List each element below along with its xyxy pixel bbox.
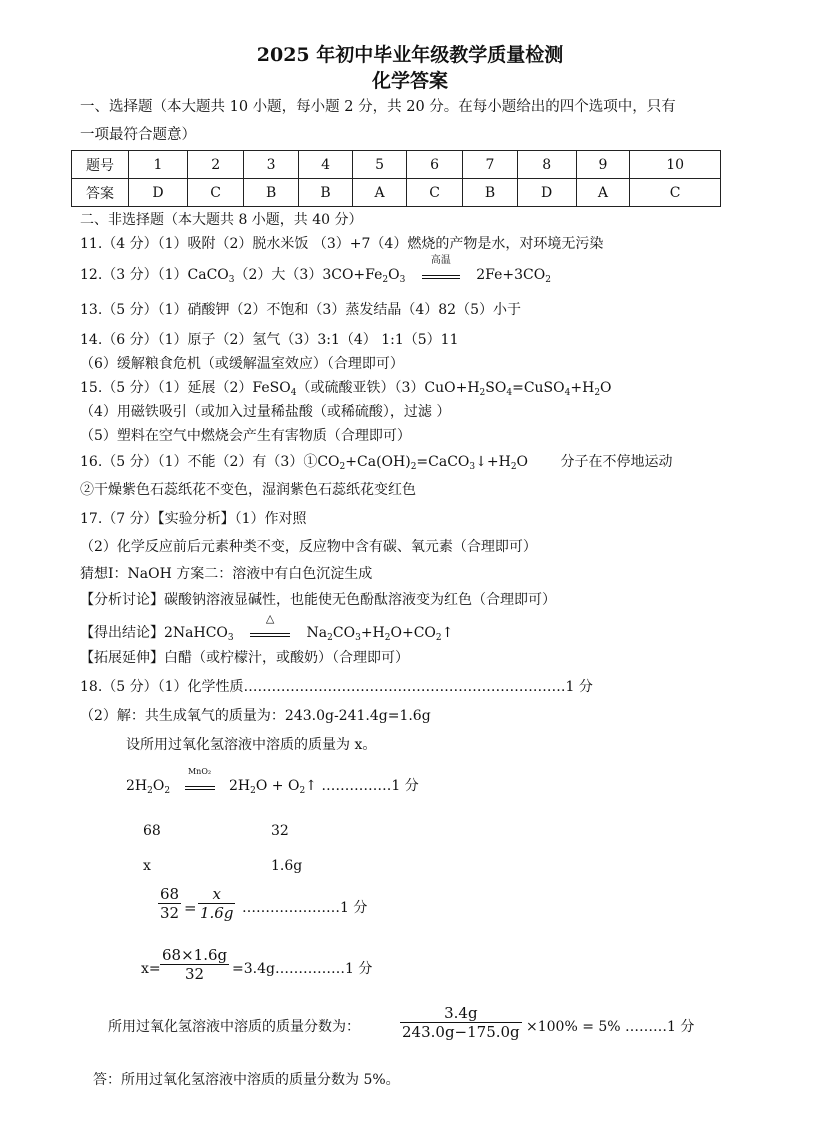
q17-part: 【得出结论】2NaHCO: [80, 625, 228, 641]
q16-part: 16.（5 分）（1）不能（2）有（3）①CO: [80, 454, 340, 470]
q15-part: （或硫酸亚铁）（3）CuO+H: [296, 380, 480, 396]
q16-part: ↓+H: [475, 454, 511, 470]
eq-part: O + O: [255, 778, 300, 794]
table-cell-label: 答案: [72, 179, 129, 207]
table-cell: 3: [244, 151, 298, 179]
answer-q18-line2: （2）解：共生成氧气的质量为：243.0g-241.4g=1.6g: [80, 708, 431, 724]
table-cell: B: [463, 179, 517, 207]
q12-part: O: [388, 267, 400, 283]
answer-q14-line1: 14.（6 分）（1）原子（2）氢气（3）3:1（4） 1:1（5）11: [80, 332, 459, 348]
table-cell: 9: [576, 151, 630, 179]
eq-part: ↑ ……………1 分: [305, 778, 419, 794]
table-cell: B: [298, 179, 352, 207]
table-cell: D: [517, 179, 576, 207]
percentage-prefix: 所用过氧化氢溶液中溶质的质量分数为：: [108, 1019, 360, 1035]
q15-part: O: [600, 380, 612, 396]
q17-part: ↑: [441, 625, 454, 641]
reaction-condition: [250, 612, 290, 637]
answer-q17-line4: 【分析讨论】碳酸钠溶液显碱性，也能使无色酚酞溶液变为红色（合理即可）: [80, 592, 556, 608]
q18-equation: $2H_2O_2$ MnO₂ $2H_2O$ + $O_2↑$ ……………1 分: [126, 767, 419, 796]
answer-q11: 11.（4 分）（1）吸附（2）脱水米饭 （3）+7（4）燃烧的产物是水，对环境无污染: [80, 236, 604, 252]
answer-q13: 13.（5 分）（1）硝酸钾（2）不饱和（3）蒸发结晶（4）82（5）小于: [80, 302, 521, 318]
q12-part: （2）大（3）3CO+Fe: [234, 267, 383, 283]
table-row-answers: [72, 179, 721, 207]
table-cell: C: [406, 179, 462, 207]
table-cell: 7: [463, 151, 517, 179]
condition-label: 高温: [430, 255, 451, 266]
fraction-score: …………………1 分: [242, 900, 368, 916]
section1-heading-line2: 一项最符合题意）: [80, 127, 196, 143]
answer-q15-line3: （5）塑料在空气中燃烧会产生有害物质（合理即可）: [80, 428, 411, 444]
q17-part: O+CO: [390, 625, 436, 641]
answer-q18-line1: 18.（5 分）（1）化学性质……………………………………………………………1 分: [80, 679, 593, 695]
table-cell: 8: [517, 151, 576, 179]
fraction-numerator: x: [212, 885, 221, 903]
percentage-result: ×100% = 5% ………1 分: [526, 1019, 695, 1035]
condition-label: △: [265, 612, 275, 625]
table-cell: B: [244, 179, 298, 207]
table-cell: 4: [298, 151, 352, 179]
answer-q16-line2: ②干燥紫色石蕊纸花不变色，湿润紫色石蕊纸花变红色: [80, 482, 416, 498]
unknown-x: x: [143, 858, 151, 874]
table-cell: D: [129, 179, 188, 207]
eq-part: O: [152, 778, 165, 794]
q12-part: 12.（3 分）（1）CaCO: [80, 267, 229, 283]
reaction-condition: [185, 767, 215, 790]
answer-q16-line1: 16.（5 分）（1）不能（2）有$(3)①CO_2+Ca(OH)_2=CaCO_3↓+H_2O$ 分子在不停地运动: [80, 454, 673, 472]
table-cell: A: [353, 179, 407, 207]
q17-part: +H: [360, 625, 385, 641]
q12-part: 2Fe+3CO: [476, 267, 546, 283]
q17-part: Na: [306, 625, 328, 641]
q17-part: CO: [332, 625, 356, 641]
q16-part: 分子在不停地运动: [560, 454, 673, 470]
table-cell: 5: [353, 151, 407, 179]
table-cell-label: 题号: [72, 151, 129, 179]
eq-part: 2H: [126, 778, 148, 794]
answer-q18-line3: 设所用过氧化氢溶液中溶质的质量为 x。: [126, 737, 377, 753]
equals-sign: =: [184, 899, 197, 917]
q15-part: =CuSO: [512, 380, 565, 396]
known-mass: 1.6g: [271, 858, 303, 874]
fraction-denominator: 32: [185, 965, 205, 983]
answer-q15-line1: 15.（5 分）（1）延展（2）FeSO$_4$（或硫酸亚铁）$(3)CuO+H_2SO_4=CuSO_4+H_2O$: [80, 380, 612, 398]
table-cell: 6: [406, 151, 462, 179]
table-cell: 2: [187, 151, 243, 179]
fraction-ratio-left: [158, 885, 181, 922]
page-title: 2025 年初中毕业年级教学质量检测: [256, 44, 564, 66]
x-prefix: x=: [141, 961, 161, 977]
answer-q14-line2: （6）缓解粮食危机（或缓解温室效应）（合理即可）: [80, 356, 404, 372]
answer-q17-line3: 猜想Ⅰ：NaOH 方案二：溶液中有白色沉淀生成: [80, 566, 373, 582]
answer-table: [71, 150, 721, 207]
fraction-x: [160, 946, 229, 983]
answer-q17-line6: 【拓展延伸】白醋（或柠檬汁，或酸奶）（合理即可）: [80, 650, 409, 666]
answer-q17-line2: （2）化学反应前后元素种类不变，反应物中含有碳、氧元素（合理即可）: [80, 539, 537, 555]
fraction-denominator: 32: [160, 904, 180, 922]
mass-ratio-h2o2: 68: [143, 823, 161, 839]
fraction-numerator: 68: [160, 885, 180, 903]
fraction-denominator: 243.0g−175.0g: [402, 1023, 520, 1041]
eq-part: 2H: [228, 778, 251, 794]
table-cell: 1: [129, 151, 188, 179]
fraction-percentage: [400, 1004, 522, 1041]
q16-part: O: [516, 454, 529, 470]
section1-heading-line1: 一、选择题（本大题共 10 小题，每小题 2 分，共 20 分。在每小题给出的四个选项中，只有: [80, 99, 676, 115]
reaction-condition: [422, 255, 460, 279]
x-result: =3.4g……………1 分: [232, 961, 373, 977]
page-subtitle: 化学答案: [371, 70, 448, 92]
q16-part: +Ca(OH): [345, 454, 411, 470]
q16-part: =CaCO: [416, 454, 470, 470]
fraction-denominator: 1.6g: [200, 904, 234, 922]
q15-part: +H: [570, 380, 595, 396]
answer-q15-line2: （4）用磁铁吸引（或加入过量稀盐酸（或稀硫酸），过滤 ）: [80, 404, 451, 420]
q15-part: 15.（5 分）（1）延展（2）FeSO: [80, 380, 291, 396]
answer-q12: 12.（3 分）（1）CaCO$_3$（2）大$(3)3CO+Fe_2O_3$ 高温 $2Fe+3CO_2$: [80, 255, 551, 285]
condition-label: MnO₂: [187, 767, 212, 776]
mass-ratio-o2: 32: [271, 823, 289, 839]
final-answer: 答：所用过氧化氢溶液中溶质的质量分数为 5%。: [93, 1072, 400, 1088]
answer-q17-line1: 17.（7 分）【实验分析】（1）作对照: [80, 511, 307, 527]
table-cell: A: [576, 179, 630, 207]
table-cell: C: [630, 179, 721, 207]
fraction-numerator: 68×1.6g: [162, 946, 228, 964]
fraction-ratio-right: [198, 885, 235, 922]
table-cell: 10: [630, 151, 721, 179]
table-row-questions: [72, 151, 721, 179]
section2-heading: 二、非选择题（本大题共 8 小题，共 40 分）: [80, 212, 363, 228]
answer-q17-line5: 【得出结论】2NaHCO$_3$ △ $Na_2CO_3+H_2O+CO_2↑$: [80, 612, 454, 643]
fraction-numerator: 3.4g: [444, 1004, 478, 1022]
table-cell: C: [187, 179, 243, 207]
q15-part: SO: [485, 380, 507, 396]
